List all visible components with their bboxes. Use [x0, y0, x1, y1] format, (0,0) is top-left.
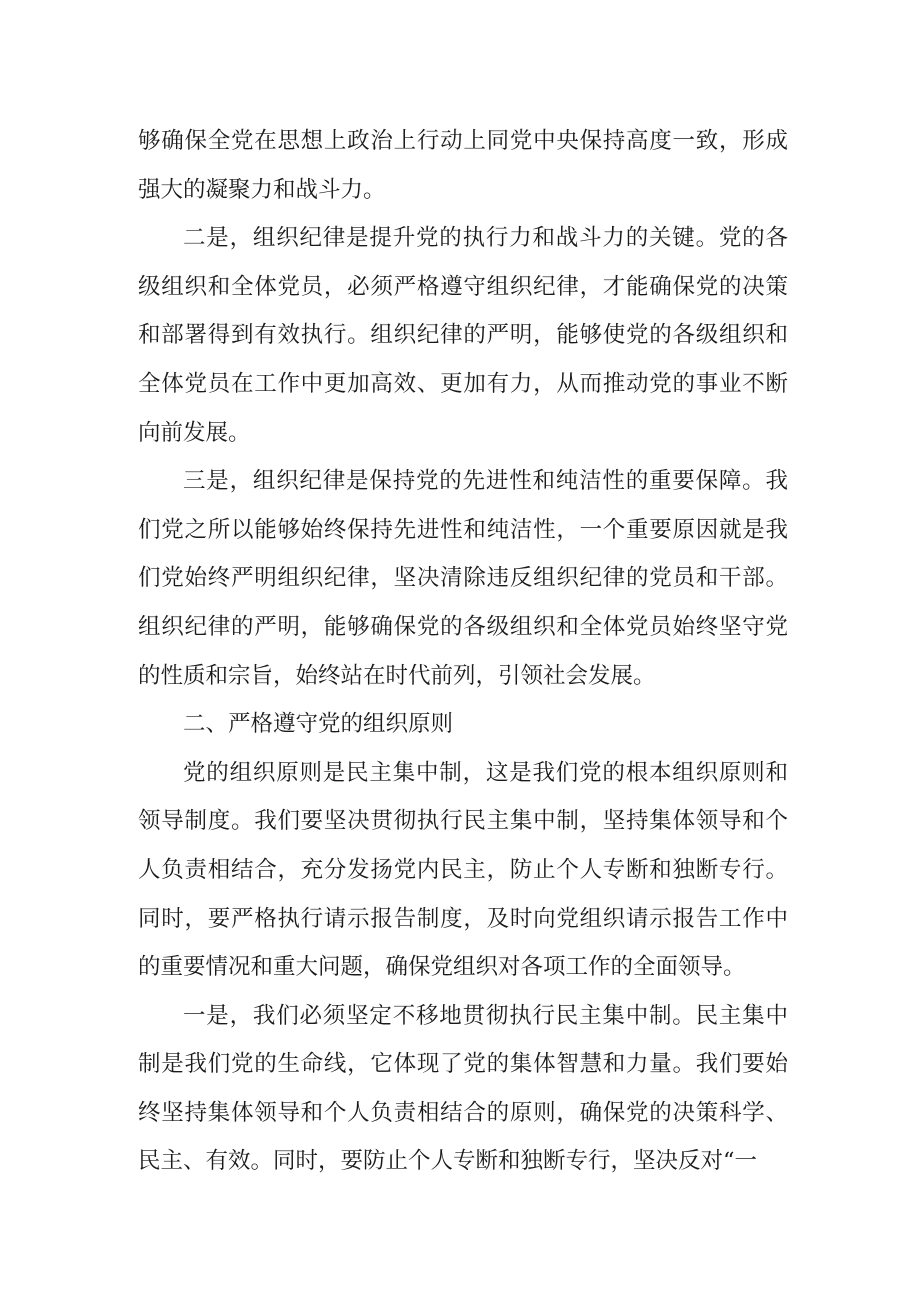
paragraph-organization-principle: 党的组织原则是民主集中制，这是我们党的根本组织原则和领导制度。我们要坚决贯彻执行民主集中制，坚持集体领导和个人负责相结合，充分发扬党内民主，防止个人专断和独断专行。同时，要严格执行请示报告制度，及时向党组织请示报告工作中的重要情况和重大问题，确保党组织对各项工作的全面领导。 — [138, 759, 788, 981]
paragraph-continuation: 够确保全党在思想上政治上行动上同党中央保持高度一致，形成强大的凝聚力和战斗力。 — [138, 128, 788, 203]
section-heading: 二、严格遵守党的组织原则 — [183, 711, 454, 738]
paragraph-point-two: 二是，组织纪律是提升党的执行力和战斗力的关键。党的各级组织和全体党员，必须严格遵守组织纪律，才能确保党的决策和部署得到有效执行。组织纪律的严明，能够使党的各级组织和全体党员在工作中更加高效、更加有力，从而推动党的事业不断向前发展。 — [138, 225, 788, 446]
paragraph-point-three: 三是，组织纪律是保持党的先进性和纯洁性的重要保障。我们党之所以能够始终保持先进性和纯洁性，一个重要原因就是我们党始终严明组织纪律，坚决清除违反组织纪律的党员和干部。组织纪律的严明，能够确保党的各级组织和全体党员始终坚守党的性质和宗旨，始终站在时代前列，引领社会发展。 — [138, 468, 788, 689]
document-body — [138, 117, 788, 1186]
paragraph-point-one: 一是，我们必须坚定不移地贯彻执行民主集中制。民主集中制是我们党的生命线，它体现了党的集体智慧和力量。我们要始终坚持集体领导和个人负责相结合的原则，确保党的决策科学、民主、有效。同时，要防止个人专断和独断专行，坚决反对“一 — [138, 1002, 788, 1175]
